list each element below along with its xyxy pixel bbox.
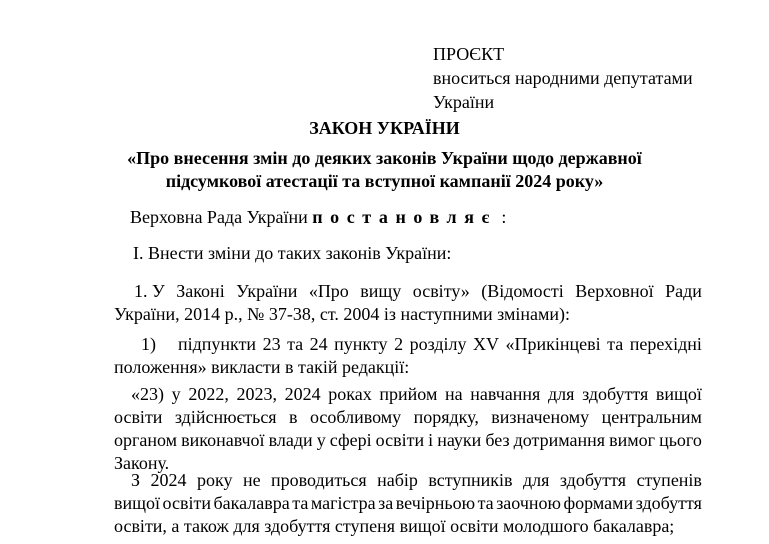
paragraph-23-line-1-word: здобуття — [582, 384, 649, 404]
item-1-line-2: України, 2014 р., № 37-38, ст. 2004 із наступними змінами): — [114, 304, 570, 324]
paragraph-2024-line-1-word: набір — [377, 470, 418, 490]
draft-header — [433, 42, 693, 114]
paragraph-2024-line-1-word: проводиться — [271, 470, 367, 490]
paragraph-23-line-3-word: дотримання — [513, 430, 606, 450]
paragraph-23-line-2-word: порядку, — [413, 407, 479, 427]
paragraph-2024-line-2 — [114, 491, 702, 515]
paragraph-23-line-2-word: в — [289, 407, 298, 427]
subitem-1-line-1-word: підпункти — [178, 334, 257, 354]
paragraph-23-line-4: Закону. — [114, 453, 170, 473]
paragraph-23-line-1-word: у — [171, 384, 181, 404]
subitem-1-line-1-word: XV — [473, 334, 499, 354]
paragraph-2024-line-1-word: здобуття — [559, 470, 627, 490]
paragraph-2024-line-1 — [131, 468, 702, 492]
preamble — [130, 205, 506, 229]
paragraph-23-line-2-word: визначеному — [491, 407, 590, 427]
paragraph-23-line-1-word: 2024 — [284, 384, 321, 404]
item-1-line-1-word: Верховної — [575, 281, 654, 301]
paragraph-23-line-1-word: вищої — [655, 384, 702, 404]
paragraph-2024-line-2-word: магістра — [310, 493, 376, 513]
paragraph-2024-line-1-word: для — [523, 470, 550, 490]
paragraph-2024-line-1-word: року — [196, 470, 233, 490]
paragraph-2024-line-1-word: 2024 — [150, 470, 187, 490]
preamble-suffix: : — [496, 207, 507, 227]
subitem-1-line-2: положення» викласти в такій редакції: — [114, 357, 410, 377]
subitem-1-line-1-word: перехідні — [629, 334, 702, 354]
paragraph-2024-line-1-word: вступників — [428, 470, 513, 490]
paragraph-23-line-3-word: сфері — [329, 430, 372, 450]
paragraph-2024-line-3: освіти, а також для здобуття ступеня вищої освіти молодшого бакалавра; — [114, 516, 675, 536]
paragraph-2024-line-2-word: за — [378, 493, 394, 513]
paragraph-23-line-3-word: виконавчої — [181, 430, 265, 450]
preamble-verb: постановляє — [312, 207, 497, 227]
paragraph-23-line-2-word: особливому — [309, 407, 402, 427]
paragraph-23-line-3-word: у — [316, 430, 326, 450]
subitem-1-line-1-word: 24 — [309, 334, 328, 354]
item-1-line-1-word: «Про — [308, 281, 349, 301]
paragraph-2024-line-2-word: заочною — [496, 493, 561, 513]
item-1-line-1-word: (Відомості — [481, 281, 564, 301]
paragraph-23-line-1 — [131, 382, 702, 406]
subitem-1-line-1-word: та — [607, 334, 624, 354]
submitted-by-line-1: вноситься народними депутатами — [433, 68, 693, 88]
item-1-line-1-word: освіту» — [412, 281, 470, 301]
paragraph-23-line-3-word: науки — [437, 430, 482, 450]
paragraph-2024-line-1-word: З — [131, 470, 141, 490]
subitem-1-line-1-word: «Прикінцеві — [505, 334, 601, 354]
subitem-1-line-1-word: та — [287, 334, 304, 354]
item-1-line-1-word: Ради — [665, 281, 702, 301]
item-1-line-1-word: вищу — [360, 281, 402, 301]
paragraph-23-line-3-word: без — [485, 430, 510, 450]
item-1-line-1-word: України — [236, 281, 298, 301]
law-subject-line-1: «Про внесення змін до деяких законів України щодо державної — [127, 148, 642, 168]
paragraph-23-line-3-word: органом — [114, 430, 178, 450]
paragraph-23-line-3 — [114, 428, 702, 452]
section-i: I. Внести зміни до таких законів України: — [133, 243, 452, 263]
paragraph-23-line-3-word: освіти — [375, 430, 425, 450]
paragraph-23-line-2-word: центральним — [601, 407, 702, 427]
paragraph-23-line-3-word: влади — [268, 430, 313, 450]
paragraph-23-line-1-word: для — [547, 384, 575, 404]
paragraph-23-line-3-word: і — [428, 430, 434, 450]
preamble-prefix: Верховна Рада України — [130, 207, 313, 227]
paragraph-23-line-1-word: навчання — [470, 384, 541, 404]
paragraph-2024-line-2-word: освіти — [162, 493, 211, 513]
subitem-1-line-1-word: пункту — [334, 334, 388, 354]
paragraph-2024-line-2-word: та — [477, 493, 494, 513]
paragraph-23-line-1-word: 2022, — [188, 384, 229, 404]
paragraph-23-line-1-word: 2023, — [236, 384, 277, 404]
paragraph-23-line-3-word: вимог — [609, 430, 656, 450]
paragraph-2024-line-2-word: здобуття — [635, 493, 702, 513]
paragraph-23-line-1-word: «23) — [131, 384, 164, 404]
paragraph-2024-line-2-word: та — [292, 493, 309, 513]
paragraph-23-line-2-word: освіти — [114, 407, 163, 427]
paragraph-2024-line-1-word: ступенів — [636, 470, 702, 490]
submitted-by-line-2: України — [433, 92, 495, 112]
paragraph-23-line-3-word: цього — [659, 430, 702, 450]
paragraph-2024-line-2-word: вечірньою — [395, 493, 476, 513]
paragraph-2024-line-1-word: не — [242, 470, 261, 490]
paragraph-23-line-1-word: прийом — [379, 384, 438, 404]
item-1-line-1-word: Законі — [176, 281, 225, 301]
item-1-line-1 — [134, 279, 702, 303]
subitem-1-number: 1) — [141, 334, 156, 354]
paragraph-23-line-1-word: роках — [328, 384, 372, 404]
item-1-line-1-word: 1. У — [134, 281, 165, 301]
paragraph-23-line-1-word: на — [445, 384, 463, 404]
paragraph-2024-line-2-word: бакалавра — [213, 493, 290, 513]
paragraph-23-line-2-word: здійснюється — [174, 407, 277, 427]
paragraph-2024-line-2-word: вищої — [114, 493, 160, 513]
paragraph-2024-line-2-word: формами — [563, 493, 634, 513]
subitem-1-line-1 — [178, 332, 702, 356]
draft-label: ПРОЄКТ — [433, 44, 505, 64]
subitem-1-line-1-word: розділу — [409, 334, 467, 354]
law-title: ЗАКОН УКРАЇНИ — [309, 118, 460, 138]
subitem-1-line-1-word: 2 — [394, 334, 404, 354]
paragraph-23-line-2 — [114, 405, 702, 429]
subitem-1-line-1-word: 23 — [262, 334, 281, 354]
law-subject-line-2: підсумкової атестації та вступної кампанії 2024 року» — [165, 171, 604, 191]
